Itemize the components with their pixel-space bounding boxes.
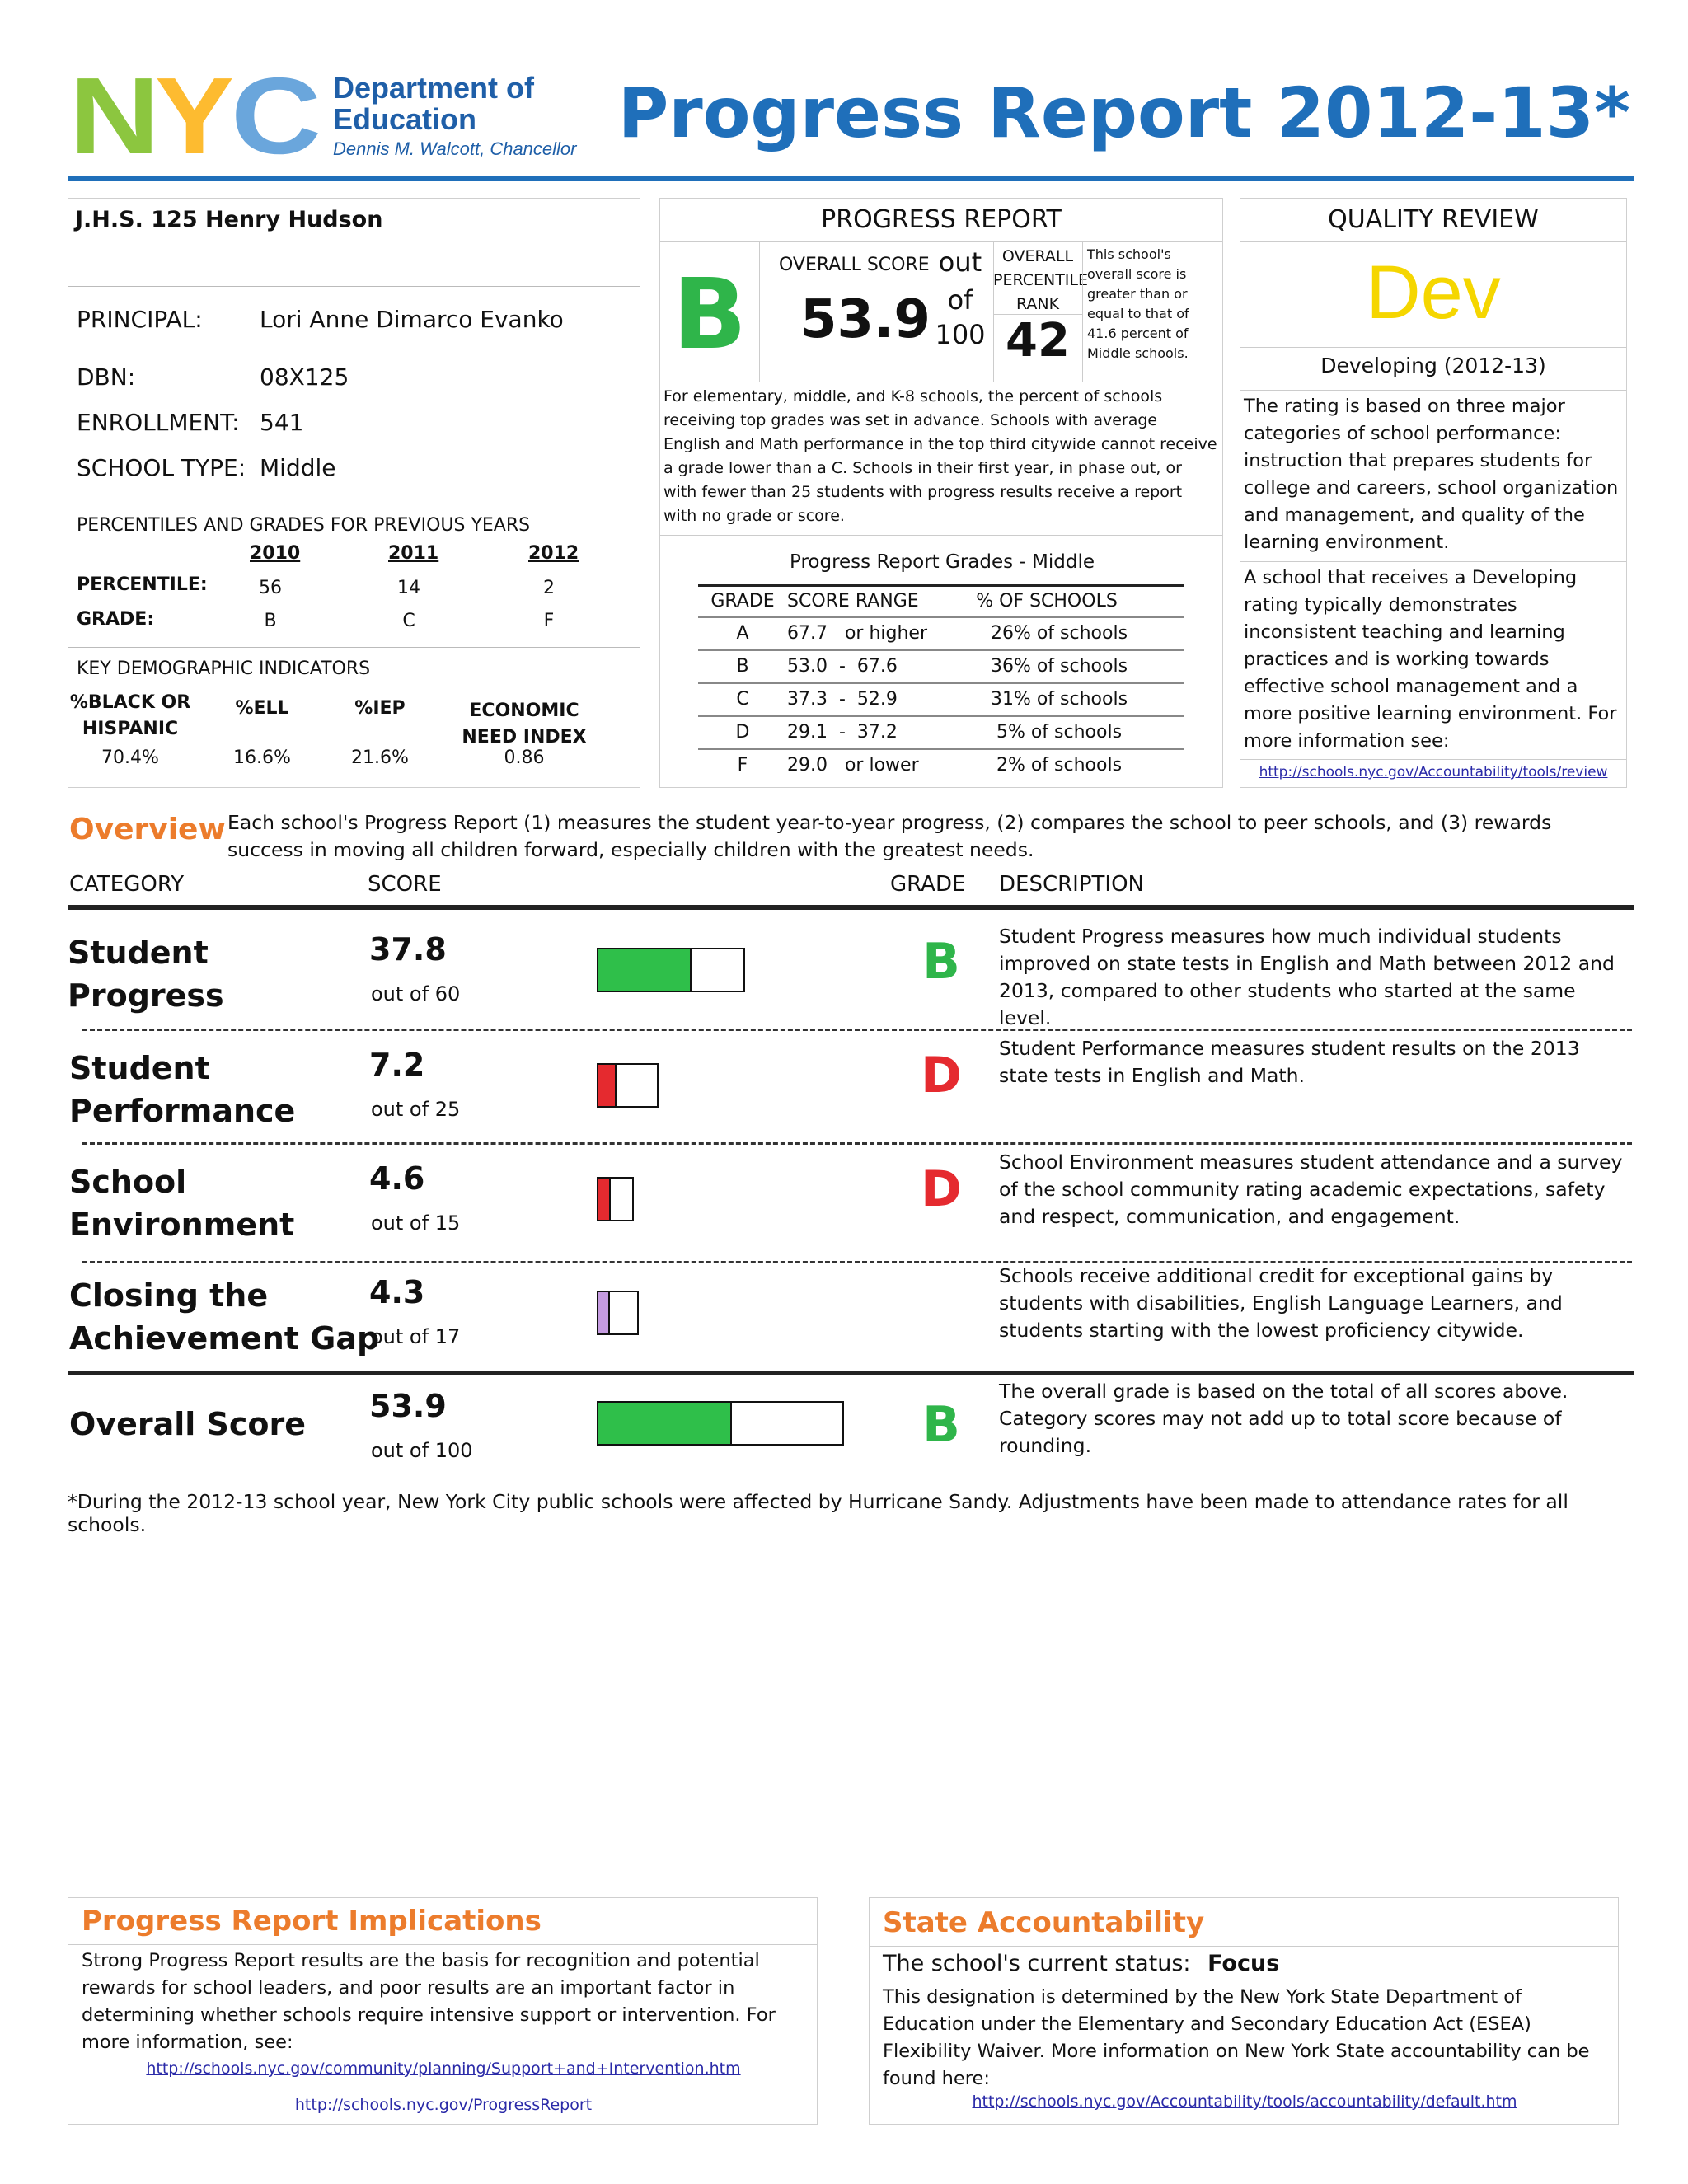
- quality-review-rating: Dev: [1366, 251, 1501, 335]
- pr-vrule-3: [1082, 241, 1083, 382]
- overall-grade-letter: B: [922, 1396, 960, 1454]
- quality-review-box: [1240, 198, 1627, 788]
- category-name: [68, 931, 224, 1017]
- implications-link-progress-report[interactable]: http://schools.nyc.gov/ProgressReport: [294, 2096, 593, 2114]
- category-grade: D: [921, 1160, 962, 1218]
- school-divider-3: [68, 647, 640, 648]
- svg-text:Y: Y: [155, 74, 234, 157]
- grade-2011: C: [402, 611, 415, 631]
- dbn-value: 08X125: [260, 363, 349, 391]
- percentile-rank-value: 42: [1006, 314, 1070, 368]
- grades-row-grade: F: [737, 755, 748, 776]
- pr-title-rule: [660, 241, 1222, 242]
- qr-rule-4: [1240, 561, 1626, 562]
- category-out-of: out of 60: [371, 982, 461, 1005]
- category-row-student-performance: [68, 1030, 1634, 1141]
- dept-line1: Department of: [333, 71, 535, 105]
- accountability-box: [869, 1897, 1619, 2125]
- category-name-line1: Student: [68, 935, 209, 971]
- percentile-label: PERCENTILE:: [77, 574, 208, 595]
- overall-grade: B: [673, 257, 747, 371]
- qr-rule-2: [1240, 347, 1626, 348]
- chancellor-name: Dennis M. Walcott, Chancellor: [333, 138, 577, 159]
- category-name-line2: Achievement Gap: [69, 1320, 380, 1357]
- grades-row-percent: 31% of schools: [990, 689, 1128, 710]
- page-title: Progress Report 2012-13*: [617, 73, 1630, 153]
- demo-header-economic-need: ECONOMIC NEED INDEX: [462, 701, 587, 748]
- category-row-school-environment: [68, 1144, 1634, 1254]
- category-score-bar: [597, 948, 745, 992]
- category-score-bar-fill: [598, 949, 692, 991]
- demo-header-iep: %IEP: [354, 698, 406, 719]
- year-2012: 2012: [528, 543, 579, 564]
- grades-table-row: [698, 717, 1184, 750]
- grades-row-percent: 2% of schools: [996, 755, 1123, 776]
- implications-link-support[interactable]: http://schools.nyc.gov/community/planning/Support+and+Intervention.htm: [146, 2060, 741, 2078]
- category-name-line2: Performance: [69, 1093, 296, 1129]
- accountability-status-label: The school's current status:: [883, 1951, 1191, 1976]
- category-score-bar-fill: [598, 1179, 611, 1220]
- nyc-logo: [69, 74, 325, 157]
- grades-table-title: Progress Report Grades - Middle: [789, 551, 1095, 573]
- category-name-line2: Environment: [69, 1207, 295, 1243]
- grades-row-range: 37.3 - 52.9: [787, 689, 898, 710]
- grades-table-row: [698, 750, 1184, 781]
- overall-out-of: out of 100: [371, 1439, 473, 1462]
- category-description: School Environment measures student attendance and a survey of the school community rating academic expectations, safety and respect, communication, and engagement.: [999, 1151, 1623, 1228]
- header-rule: [68, 176, 1634, 181]
- overall-description: The overall grade is based on the total of all scores above. Category scores may not add up to total score because of rounding.: [999, 1380, 1568, 1457]
- percentile-2010: 56: [259, 578, 282, 598]
- percentile-note: This school's overall score is greater than or equal to that of 41.6 percent of Middle schools.: [1087, 246, 1189, 361]
- accountability-text: This designation is determined by the New York State Department of Education under the Elementary and Secondary Education Act (ESEA) Flexibility Waiver. More information on New York State accountability can be found here:: [883, 1986, 1590, 2089]
- quality-review-desc-1: The rating is based on three major categories of school performance: instruction that prepares students for college and careers, school organization and management, and quality of the learning environment.: [1244, 396, 1619, 553]
- accountability-title: State Accountability: [883, 1906, 1205, 1939]
- overall-score-row: [68, 1375, 1634, 1474]
- category-name-line2: Progress: [68, 977, 224, 1014]
- progress-report-box: [659, 198, 1223, 788]
- category-score: 4.3: [369, 1274, 425, 1310]
- overall-score-bar-fill: [598, 1403, 732, 1444]
- quality-review-desc-2: A school that receives a Developing rating typically demonstrates inconsistent teaching and learning practices and is working towards effective school management and a more positive learning environment. For more information see:: [1244, 567, 1617, 752]
- grade-label: GRADE:: [77, 609, 155, 630]
- enrollment-value: 541: [260, 409, 304, 436]
- grades-row-grade: B: [736, 656, 749, 677]
- category-score-bar-fill: [598, 1292, 610, 1333]
- grade-2012: F: [543, 611, 555, 631]
- grades-row-range: 67.7 or higher: [787, 623, 928, 644]
- grades-row-range: 53.0 - 67.6: [787, 656, 898, 677]
- year-2011: 2011: [388, 543, 439, 564]
- grades-col-percent: % OF SCHOOLS: [976, 591, 1118, 612]
- dept-name: [333, 73, 534, 135]
- category-name: [69, 1160, 294, 1246]
- category-name-line1: Student: [69, 1050, 210, 1086]
- qr-rule-5: [1240, 759, 1626, 760]
- progress-report-note: For elementary, middle, and K-8 schools, the percent of schools receiving top grades was set in advance. Schools with average English and Math performance in the top third citywide cannot receive a grade lower than a C. Schools in their first year, in phase out, or with fewer than 25 students with progress results receive a report with no grade or score.: [663, 387, 1217, 525]
- qr-rule-3: [1240, 390, 1626, 391]
- pr-vrule-1: [759, 241, 760, 382]
- school-type-label: SCHOOL TYPE:: [77, 454, 246, 481]
- school-info-box: [68, 198, 640, 788]
- category-out-of: out of 17: [371, 1325, 461, 1348]
- category-score: 37.8: [369, 931, 447, 968]
- col-header-score: SCORE: [368, 872, 442, 897]
- grades-table-header: [698, 587, 1184, 618]
- previous-years-title: PERCENTILES AND GRADES FOR PREVIOUS YEARS: [77, 515, 531, 536]
- demo-value-economic-need: 0.86: [504, 748, 545, 768]
- grades-col-range: SCORE RANGE: [787, 591, 919, 612]
- category-grade: B: [922, 933, 960, 991]
- grades-row-grade: D: [735, 722, 750, 743]
- qr-rule-1: [1240, 241, 1626, 242]
- overall-score-value-row: 53.9: [369, 1388, 447, 1424]
- implications-text: Strong Progress Report results are the basis for recognition and potential rewards for school leaders, and poor results are an important factor in determining whether schools require intensive support or intervention. For more information, see:: [82, 1950, 776, 2053]
- overall-score-name: Overall Score: [69, 1406, 307, 1442]
- demo-value-ell: 16.6%: [233, 748, 291, 768]
- category-name-line1: School: [69, 1164, 187, 1200]
- overall-score-value: 53.9: [800, 289, 931, 350]
- grades-table-row: [698, 618, 1184, 651]
- overall-score-label: OVERALL SCORE: [779, 255, 930, 275]
- enrollment-label: ENROLLMENT:: [77, 409, 240, 436]
- accountability-status-line: [883, 1951, 1279, 1976]
- category-description: Schools receive additional credit for exceptional gains by students with disabilities, English Language Learners, and students starting with the lowest proficiency citywide.: [999, 1264, 1563, 1342]
- col-header-description: DESCRIPTION: [999, 872, 1144, 897]
- category-row-closing-achievement-gap: [68, 1263, 1634, 1373]
- overall-score-bar: [597, 1401, 844, 1446]
- category-row-student-progress: [68, 912, 1634, 1027]
- overview-header-rule: [68, 905, 1634, 910]
- overview-text: Each school's Progress Report (1) measures the student year-to-year progress, (2) compares the school to peer schools, and (3) rewards success in moving all children forward, especially children with the greatest needs.: [227, 811, 1552, 861]
- category-score-bar: [597, 1291, 639, 1335]
- school-type-value: Middle: [260, 454, 336, 481]
- category-out-of: out of 15: [371, 1212, 461, 1235]
- grades-row-range: 29.0 or lower: [787, 755, 919, 776]
- progress-report-title: PROGRESS REPORT: [821, 205, 1062, 234]
- category-out-of: out of 25: [371, 1098, 461, 1121]
- percentile-2012: 2: [543, 578, 555, 598]
- col-header-category: CATEGORY: [69, 872, 185, 897]
- principal-value: Lori Anne Dimarco Evanko: [260, 306, 564, 333]
- category-score: 4.6: [369, 1160, 425, 1197]
- category-score-bar: [597, 1063, 659, 1108]
- percentile-2011: 14: [397, 578, 420, 598]
- category-name: [69, 1274, 379, 1360]
- principal-label: PRINCIPAL:: [77, 306, 203, 333]
- dbn-label: DBN:: [77, 363, 136, 391]
- pr-rule-3: [660, 535, 1222, 536]
- grade-2010: B: [264, 611, 277, 631]
- category-grade: D: [921, 1047, 962, 1104]
- grades-row-percent: 5% of schools: [996, 722, 1123, 743]
- grades-col-grade: GRADE: [710, 591, 775, 612]
- svg-text:N: N: [69, 74, 160, 157]
- overview-title: Overview: [69, 813, 226, 846]
- category-score-bar-fill: [598, 1065, 617, 1106]
- quality-review-title: QUALITY REVIEW: [1328, 205, 1539, 234]
- school-name: J.H.S. 125 Henry Hudson: [75, 207, 383, 232]
- category-score: 7.2: [369, 1047, 425, 1083]
- category-description: Student Performance measures student results on the 2013 state tests in English and Math.: [999, 1037, 1580, 1087]
- year-2010: 2010: [250, 543, 301, 564]
- accountability-rule: [870, 1946, 1618, 1947]
- category-score-bar: [597, 1177, 634, 1221]
- implications-title: Progress Report Implications: [82, 1905, 542, 1938]
- accountability-status-value: Focus: [1207, 1951, 1280, 1976]
- demographics-title: KEY DEMOGRAPHIC INDICATORS: [77, 658, 371, 679]
- accountability-link[interactable]: http://schools.nyc.gov/Accountability/tools/accountability/default.htm: [972, 2093, 1517, 2111]
- category-description: Student Progress measures how much individual students improved on state tests in English and Math between 2012 and 2013, compared to other students who started at the same level.: [999, 925, 1615, 1029]
- col-header-grade: GRADE: [890, 872, 966, 897]
- quality-review-link[interactable]: http://schools.nyc.gov/Accountability/tools/review: [1259, 764, 1608, 780]
- quality-review-rating-full: Developing (2012-13): [1320, 354, 1546, 377]
- out-word: out: [938, 246, 982, 278]
- demo-value-iep: 21.6%: [351, 748, 409, 768]
- school-divider-1: [68, 286, 640, 287]
- grades-table-row: [698, 651, 1184, 684]
- footnote: *During the 2012-13 school year, New York City public schools were affected by Hurricane Sandy. Adjustments have been made to attendance rates for all schools.: [68, 1490, 1568, 1536]
- demo-value-black-hispanic: 70.4%: [101, 748, 159, 768]
- demo-header-black-hispanic: %BLACK OR HISPANIC: [69, 692, 191, 739]
- grades-row-range: 29.1 - 37.2: [787, 722, 898, 743]
- implications-box: [68, 1897, 818, 2125]
- grades-table-row: [698, 684, 1184, 717]
- demo-header-ell: %ELL: [235, 698, 289, 719]
- category-name: [69, 1047, 295, 1132]
- grades-row-percent: 36% of schools: [990, 656, 1128, 677]
- svg-text:C: C: [231, 74, 321, 157]
- category-name-line1: Closing the: [69, 1277, 269, 1314]
- nyc-logo-graphic: [69, 74, 325, 157]
- percentile-rank-label: OVERALL PERCENTILE RANK: [993, 247, 1089, 313]
- grades-row-grade: C: [736, 689, 749, 710]
- implications-rule: [68, 1944, 817, 1945]
- grades-row-percent: 26% of schools: [990, 623, 1128, 644]
- hundred-word: 100: [935, 319, 986, 350]
- of-word: of: [947, 284, 973, 316]
- grades-row-grade: A: [736, 623, 749, 644]
- dept-line2: Education: [333, 102, 477, 136]
- grades-table: [698, 584, 1184, 781]
